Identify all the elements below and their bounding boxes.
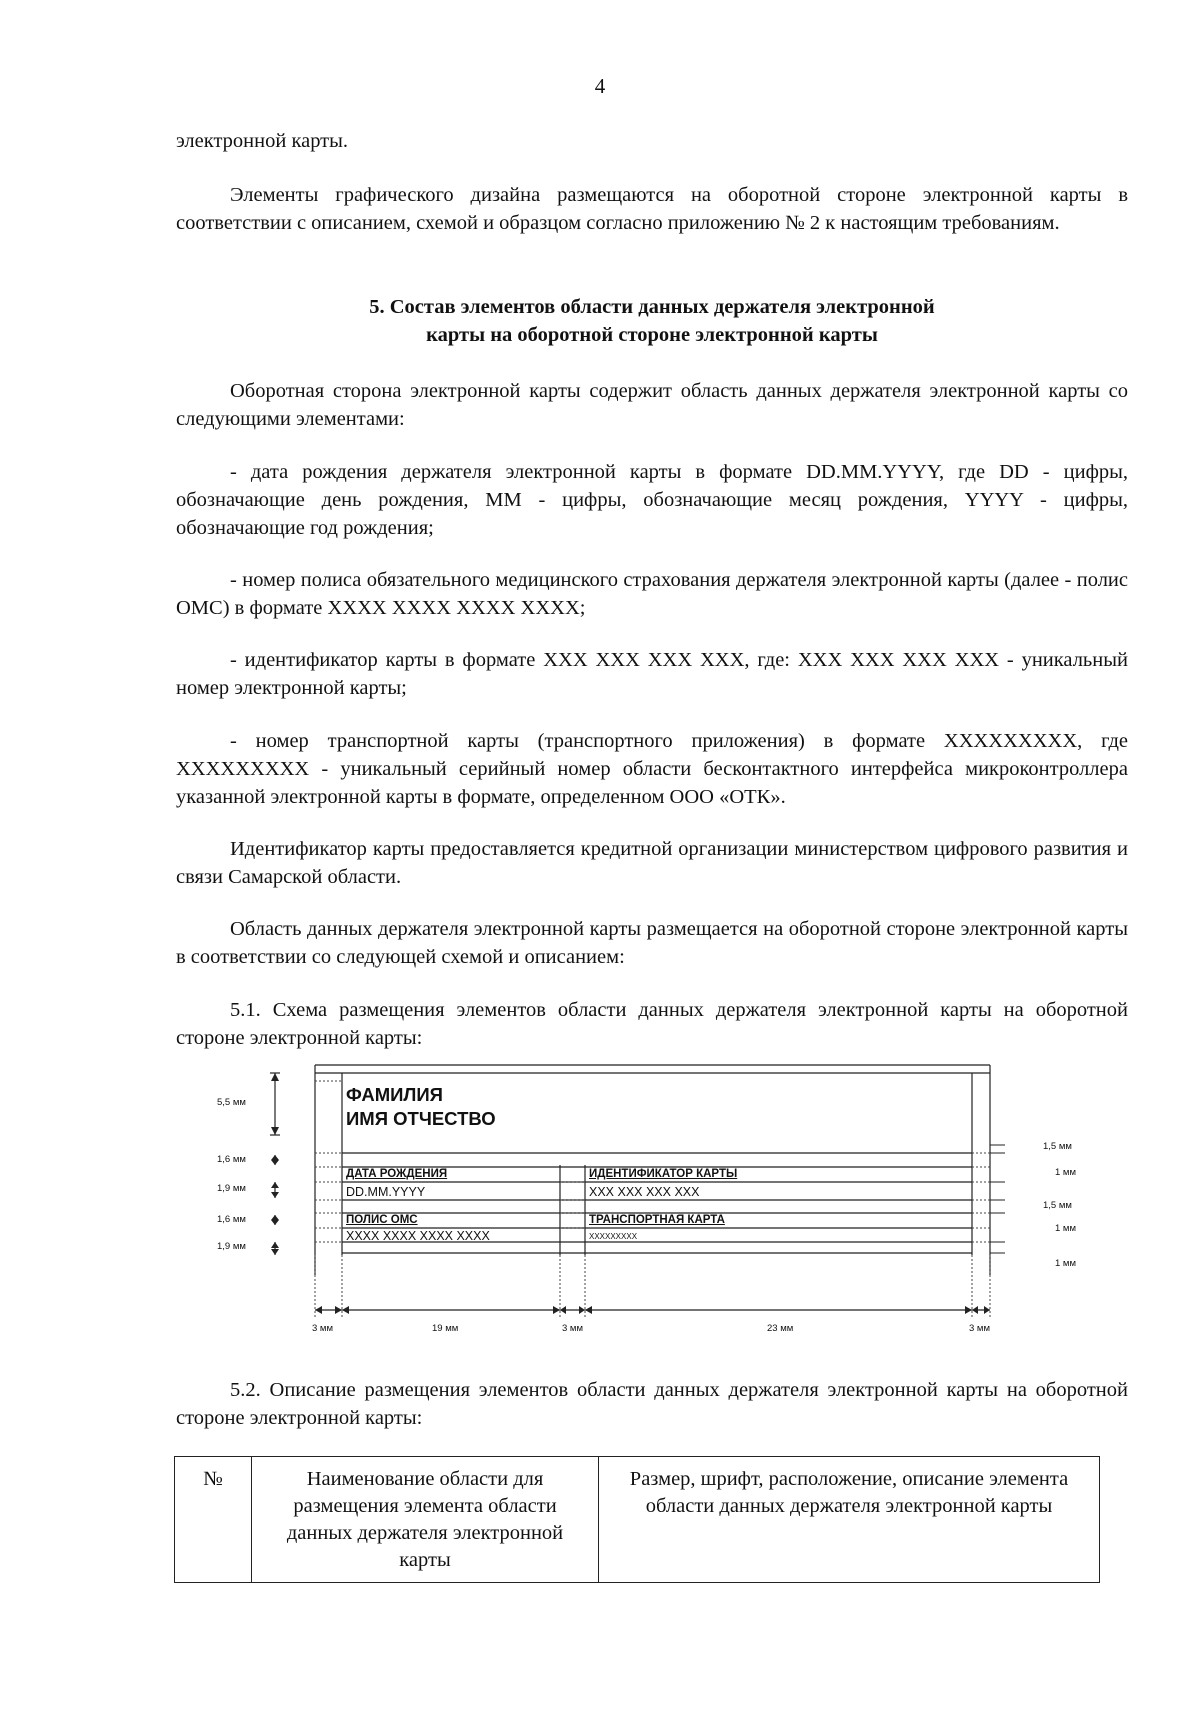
page-number: 4: [594, 74, 606, 98]
diagram-transport-label: ТРАНСПОРТНАЯ КАРТА: [589, 1214, 725, 1226]
dim-left-policy-value: 1,9 мм: [217, 1241, 246, 1252]
dim-left-birth-value: 1,9 мм: [217, 1183, 246, 1194]
dim-bottom-2: 19 мм: [432, 1323, 459, 1334]
paragraph-back-side: Оборотная сторона электронной карты содержит область данных держателя электронной карты со следующими элементами:: [176, 380, 1128, 430]
paragraph-continuation: электронной карты.: [176, 130, 349, 152]
dim-bottom-5: 3 мм: [969, 1323, 990, 1334]
paragraph-policy: - номер полиса обязательного медицинского страхования держателя электронной карты (далее - полис ОМС) в формате XXXX XXXX XXXX XXXX;: [176, 569, 1128, 619]
table-header-number: №: [175, 1457, 252, 1583]
diagram-card-id-value: XXX XXX XXX XXX: [589, 1185, 700, 1199]
table-header-size-font: Размер, шрифт, расположение, описание элемента области данных держателя электронной карты: [599, 1457, 1100, 1583]
diagram-policy-value: XXXX XXXX XXXX XXXX: [346, 1229, 490, 1243]
dim-right-2: 1 мм: [1055, 1167, 1076, 1178]
dim-bottom-4: 23 мм: [767, 1323, 794, 1334]
paragraph-description-title: 5.2. Описание размещения элементов области данных держателя электронной карты на оборотной стороне электронной карты:: [176, 1379, 1128, 1429]
paragraph-transport-card: - номер транспортной карты (транспортного приложения) в формате XXXXXXXXX, где XXXXXXXXX - уникальный серийный номер области бесконтактного интерфейса микроконтроллера указанной электронной карты в формате, определенном ООО «ОТК».: [176, 730, 1128, 808]
paragraph-design-elements: Элементы графического дизайна размещаются на оборотной стороне электронной карты в соответствии с описанием, схемой и образцом согласно приложению № 2 к настоящим требованиям.: [176, 184, 1128, 234]
diagram-birth-label: ДАТА РОЖДЕНИЯ: [346, 1168, 448, 1180]
paragraph-scheme-title: 5.1. Схема размещения элементов области данных держателя электронной карты на оборотной стороне электронной карты:: [176, 999, 1128, 1049]
diagram-lines: [205, 1055, 1005, 1355]
dim-right-1: 1,5 мм: [1043, 1141, 1072, 1152]
dim-left-name: 5,5 мм: [217, 1097, 246, 1108]
diagram-card-id-label: ИДЕНТИФИКАТОР КАРТЫ: [589, 1168, 738, 1180]
diagram-transport-value: XXXXXXXXX: [589, 1232, 638, 1241]
diagram-name-patronymic: ИМЯ ОТЧЕСТВО: [346, 1108, 496, 1129]
dim-bottom-1: 3 мм: [312, 1323, 333, 1334]
dim-left-policy-label: 1,6 мм: [217, 1214, 246, 1225]
paragraph-card-id-provided: Идентификатор карты предоставляется кредитной организации министерством цифрового развития и связи Самарской области.: [176, 838, 1128, 888]
diagram-birth-value: DD.MM.YYYY: [346, 1185, 426, 1199]
dim-right-4: 1 мм: [1055, 1223, 1076, 1234]
diagram-surname: ФАМИЛИЯ: [346, 1084, 443, 1105]
paragraph-data-area: Область данных держателя электронной карты размещается на оборотной стороне электронной карты в соответствии со следующей схемой и описанием:: [176, 918, 1128, 968]
dim-bottom-3: 3 мм: [562, 1323, 583, 1334]
dim-left-birth-label: 1,6 мм: [217, 1154, 246, 1165]
dim-right-3: 1,5 мм: [1043, 1200, 1072, 1211]
section-heading-line1: 5. Состав элементов области данных держателя электронной: [369, 296, 935, 318]
diagram-policy-label: ПОЛИС ОМС: [346, 1214, 418, 1226]
card-layout-diagram: [205, 1055, 1076, 1355]
description-table: [174, 1456, 1100, 1583]
paragraph-card-id: - идентификатор карты в формате XXX XXX XXX XXX, где: XXX XXX XXX XXX - уникальный номер электронной карты;: [176, 649, 1128, 699]
dim-right-5: 1 мм: [1055, 1258, 1076, 1269]
table-header-row: [175, 1457, 1100, 1583]
paragraph-birth-date: - дата рождения держателя электронной карты в формате DD.MM.YYYY, где DD - цифры, обозначающие день рождения, MM - цифры, обозначающие месяц рождения, YYYY - цифры, обозначающие год рождения;: [176, 461, 1128, 539]
table-header-area-name: Наименование области для размещения элемента области данных держателя электронной карты: [252, 1457, 599, 1583]
section-heading-line2: карты на оборотной стороне электронной карты: [426, 324, 878, 346]
